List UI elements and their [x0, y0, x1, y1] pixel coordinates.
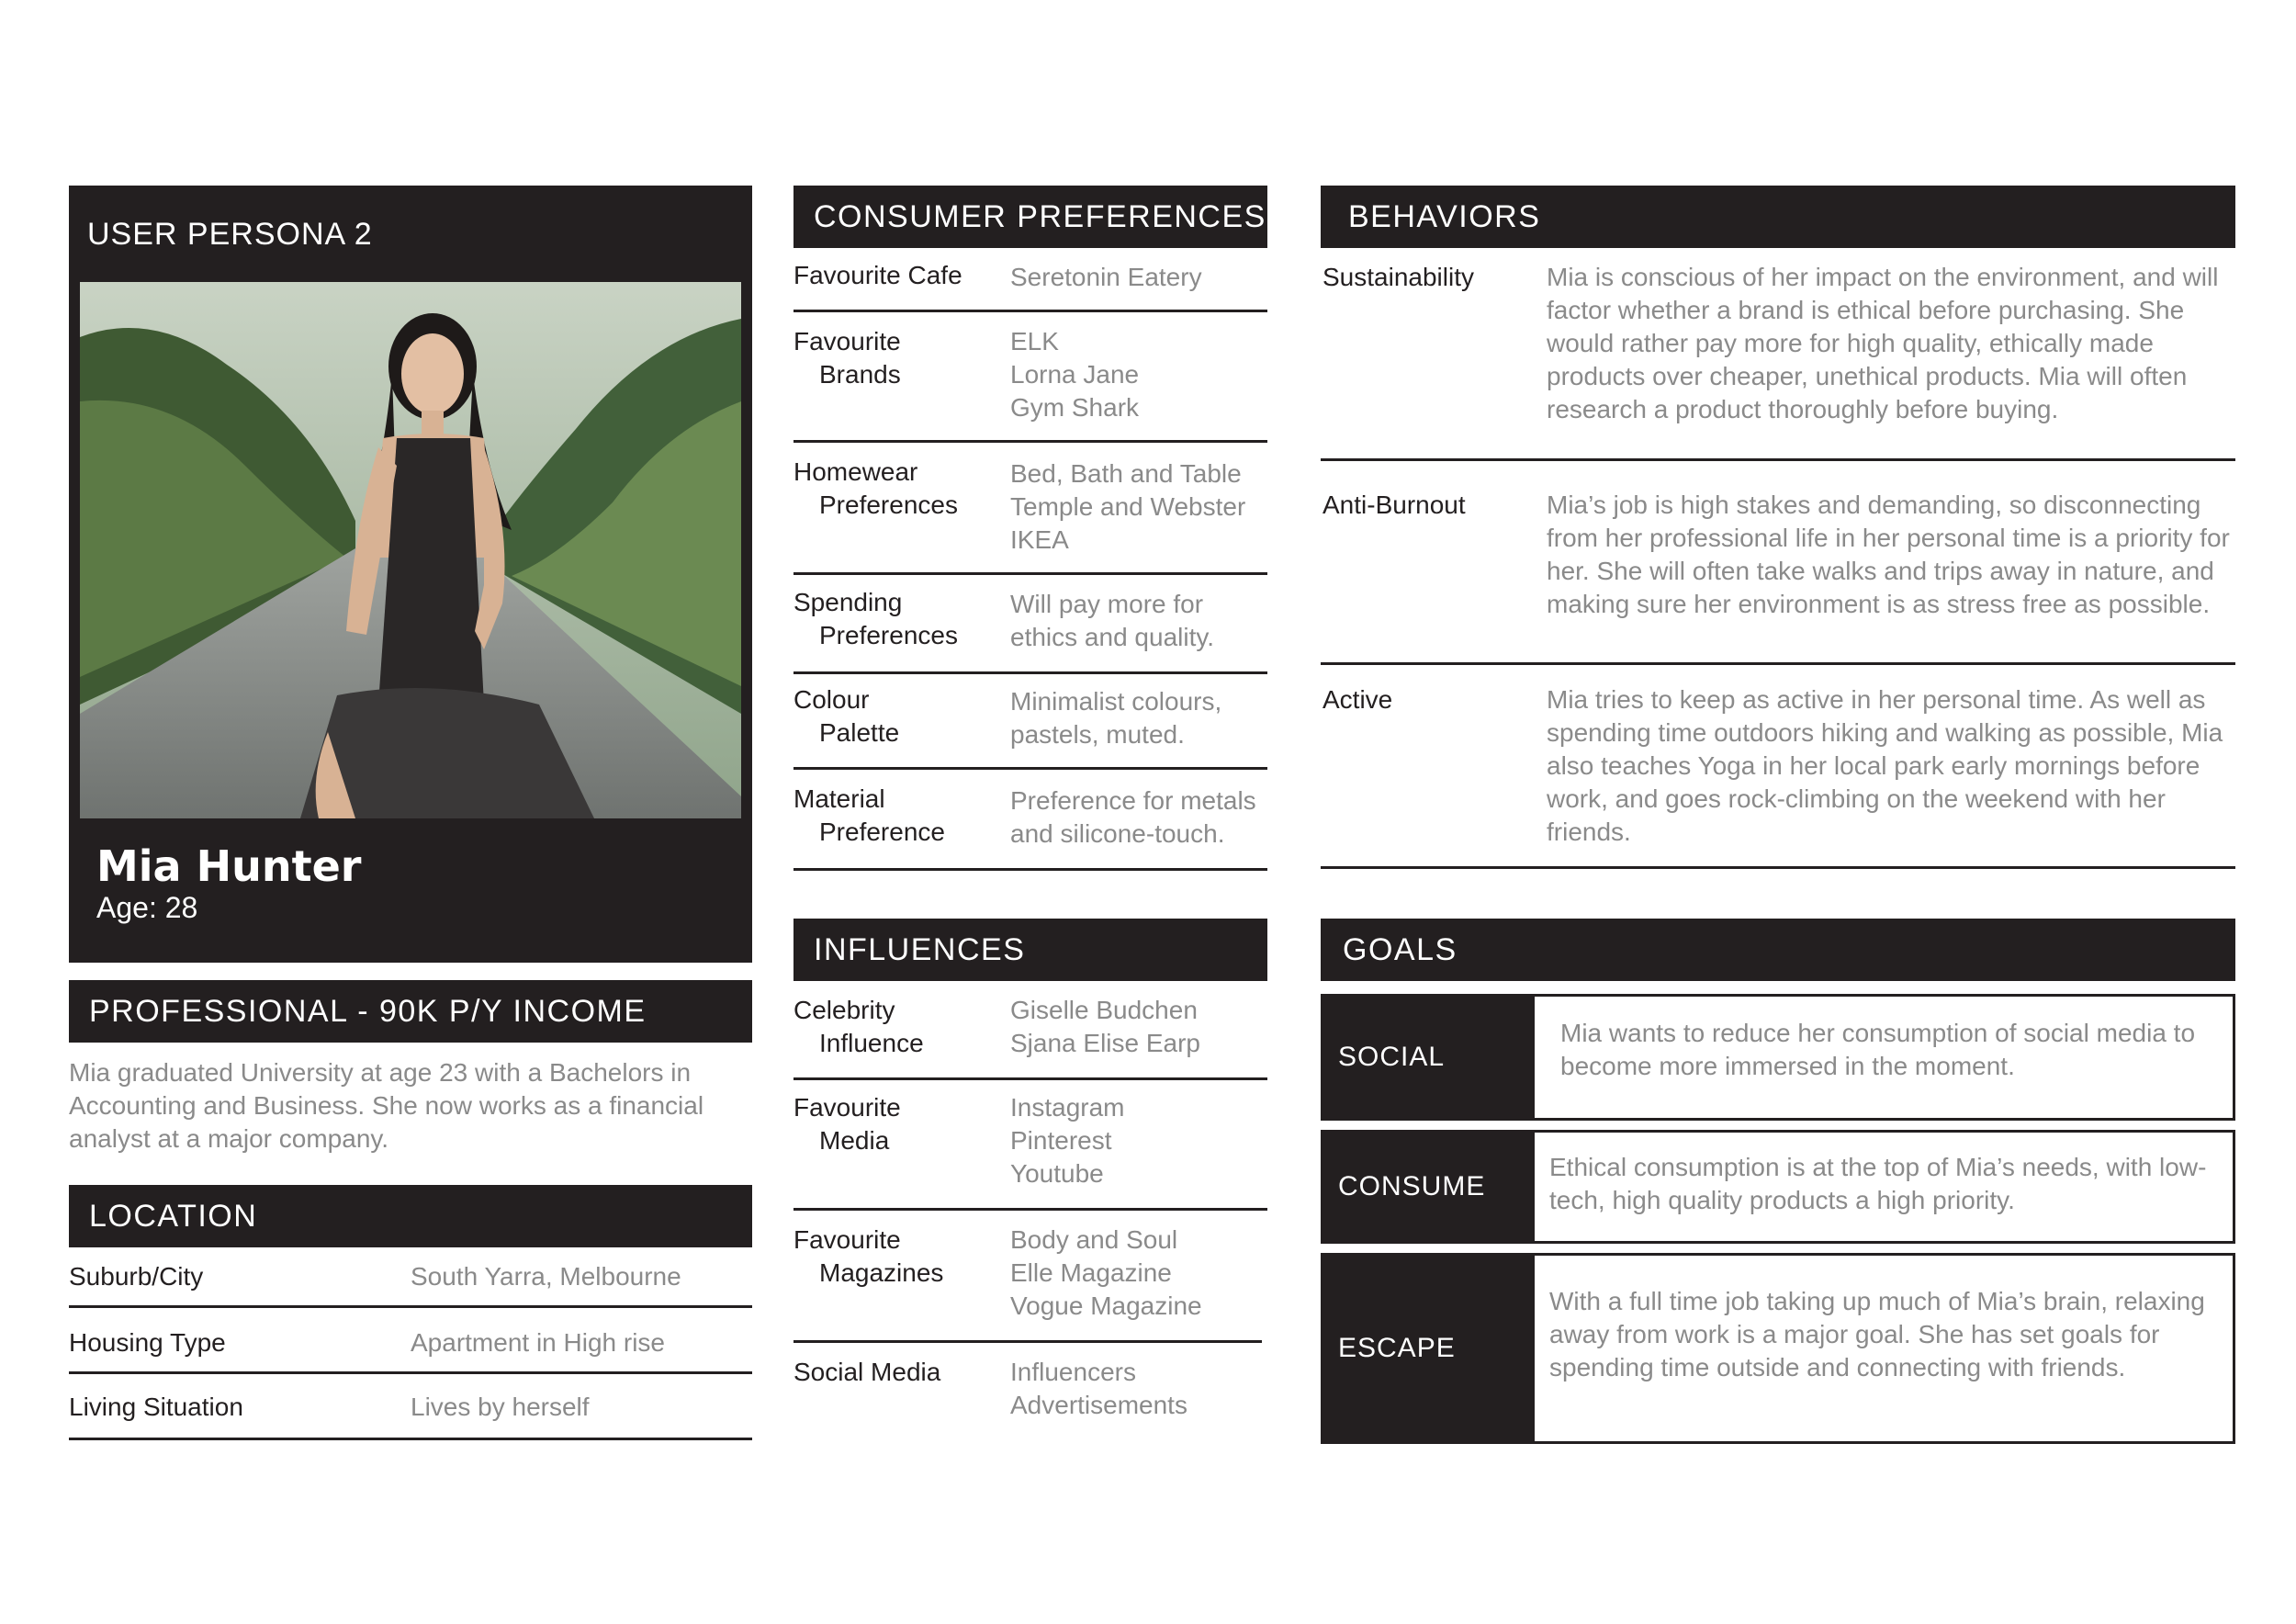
- preference-value: Lorna Jane: [1010, 360, 1140, 389]
- influence-label: Favourite: [793, 1225, 901, 1254]
- location-value: Lives by herself: [411, 1393, 590, 1421]
- preference-label: Material: [793, 784, 885, 813]
- influence-row: [793, 1211, 1262, 1343]
- influence-label: Favourite: [793, 1093, 901, 1122]
- influence-value: Influencers: [1010, 1358, 1136, 1386]
- influence-label: Celebrity: [793, 996, 895, 1024]
- preference-value: Temple and Webster: [1010, 492, 1246, 521]
- goal-card: [1321, 1130, 2235, 1244]
- preference-value: Preference for metals: [1010, 786, 1256, 815]
- preference-value: ELK: [1010, 327, 1059, 355]
- influence-value: Instagram: [1010, 1093, 1125, 1122]
- influence-value: Elle Magazine: [1010, 1258, 1172, 1287]
- preference-label: Preferences: [819, 621, 958, 649]
- influence-label: Influence: [819, 1029, 924, 1057]
- preference-label: Favourite: [793, 327, 901, 355]
- preference-label: Homewear: [793, 457, 918, 486]
- goal-text: With a full time job taking up much of Mia’s brain, relaxing away from work is a major goal. She has set goals for spending time outside and connecting with friends.: [1549, 1287, 2205, 1382]
- location-row: [69, 1308, 752, 1374]
- behavior-row: [1321, 461, 2235, 665]
- goal-label: ESCAPE: [1323, 1256, 1535, 1441]
- influence-value: Vogue Magazine: [1010, 1291, 1202, 1320]
- behaviors-header: BEHAVIORS: [1321, 186, 2235, 248]
- goal-label: CONSUME: [1323, 1133, 1535, 1241]
- behavior-row: [1321, 248, 2235, 461]
- behavior-text: Mia tries to keep as active in her personal time. As well as spending time outdoors hiking and walking as possible, Mia also teaches Yoga in her local park early mornings before work, and goes rock-climbing on the weekend with her friends.: [1547, 685, 2223, 846]
- location-value: Apartment in High rise: [411, 1328, 666, 1357]
- persona-age: Age: 28: [96, 891, 198, 924]
- goal-label: SOCIAL: [1323, 997, 1535, 1118]
- consumer-preferences-header: CONSUMER PREFERENCES: [793, 186, 1267, 248]
- preference-row: [793, 312, 1267, 443]
- preference-value: IKEA: [1010, 525, 1069, 554]
- preference-label: Brands: [819, 360, 901, 389]
- persona-name: Mia Hunter: [96, 841, 362, 891]
- behavior-label: Anti-Burnout: [1322, 491, 1466, 519]
- persona-card: [69, 186, 752, 963]
- influences-header: INFLUENCES: [793, 919, 1267, 981]
- preference-row: [793, 674, 1267, 770]
- influence-value: Youtube: [1010, 1159, 1104, 1188]
- persona-header: USER PERSONA 2: [87, 217, 373, 252]
- behavior-row: [1321, 665, 2235, 869]
- preference-row: [793, 575, 1267, 674]
- influence-row: [793, 1080, 1267, 1211]
- goals-header: GOALS: [1321, 919, 2235, 981]
- location-value: South Yarra, Melbourne: [411, 1262, 681, 1291]
- influence-label: Media: [819, 1126, 890, 1155]
- professional-text: Mia graduated University at age 23 with a Bachelors in Accounting and Business. She now works as a financial analyst at a major company.: [69, 1058, 704, 1153]
- preference-value: Gym Shark: [1010, 393, 1140, 422]
- preference-value: and silicone-touch.: [1010, 819, 1225, 848]
- location-row: [69, 1374, 752, 1440]
- goal-card: [1321, 994, 2235, 1121]
- influence-value: Body and Soul: [1010, 1225, 1178, 1254]
- behavior-label: Active: [1322, 685, 1393, 714]
- influence-label: Social Media: [793, 1358, 941, 1386]
- influence-row: [793, 981, 1267, 1080]
- location-header: LOCATION: [69, 1185, 752, 1247]
- preference-label: Favourite Cafe: [793, 261, 962, 289]
- location-row: [69, 1249, 752, 1308]
- influence-value: Pinterest: [1010, 1126, 1112, 1155]
- preference-row: [793, 443, 1267, 575]
- influence-row: [793, 1343, 1267, 1435]
- influence-value: Giselle Budchen: [1010, 996, 1198, 1024]
- preference-label: Preference: [819, 818, 945, 846]
- preference-label: Palette: [819, 718, 900, 747]
- preference-label: Colour: [793, 685, 870, 714]
- professional-header: PROFESSIONAL - 90K P/Y INCOME: [69, 980, 752, 1043]
- behavior-label: Sustainability: [1322, 263, 1474, 291]
- influence-value: Sjana Elise Earp: [1010, 1029, 1201, 1057]
- goal-card: [1321, 1253, 2235, 1444]
- goal-text: Ethical consumption is at the top of Mia’s needs, with low-tech, high quality products a high priority.: [1549, 1153, 2207, 1214]
- persona-photo-image: [80, 282, 741, 818]
- preference-row: [793, 248, 1267, 312]
- preference-value: Seretonin Eatery: [1010, 263, 1202, 291]
- influence-value: Advertisements: [1010, 1391, 1187, 1419]
- location-label: Housing Type: [69, 1328, 226, 1357]
- preference-label: Preferences: [819, 491, 958, 519]
- preference-value: pastels, muted.: [1010, 720, 1185, 749]
- preference-value: Will pay more for: [1010, 590, 1204, 618]
- behavior-text: Mia is conscious of her impact on the environment, and will factor whether a brand is ethical before purchasing. She would rather pay more for high quality, ethically made products over cheaper, unethical products. Mia will often research a product thoroughly before buying.: [1547, 263, 2219, 423]
- preference-value: Minimalist colours,: [1010, 687, 1222, 716]
- preference-value: Bed, Bath and Table: [1010, 459, 1242, 488]
- preference-value: ethics and quality.: [1010, 623, 1215, 651]
- preference-label: Spending: [793, 588, 903, 616]
- preference-row: [793, 770, 1267, 871]
- influence-label: Magazines: [819, 1258, 944, 1287]
- behavior-text: Mia’s job is high stakes and demanding, so disconnecting from her professional life in her personal time is a priority for her. She will often take walks and trips away in nature, and making sure her environment is as stress free as possible.: [1547, 491, 2230, 618]
- persona-photo: [80, 282, 741, 818]
- location-label: Living Situation: [69, 1393, 243, 1421]
- goal-text: Mia wants to reduce her consumption of social media to become more immersed in the moment.: [1560, 1019, 2196, 1080]
- location-label: Suburb/City: [69, 1262, 204, 1291]
